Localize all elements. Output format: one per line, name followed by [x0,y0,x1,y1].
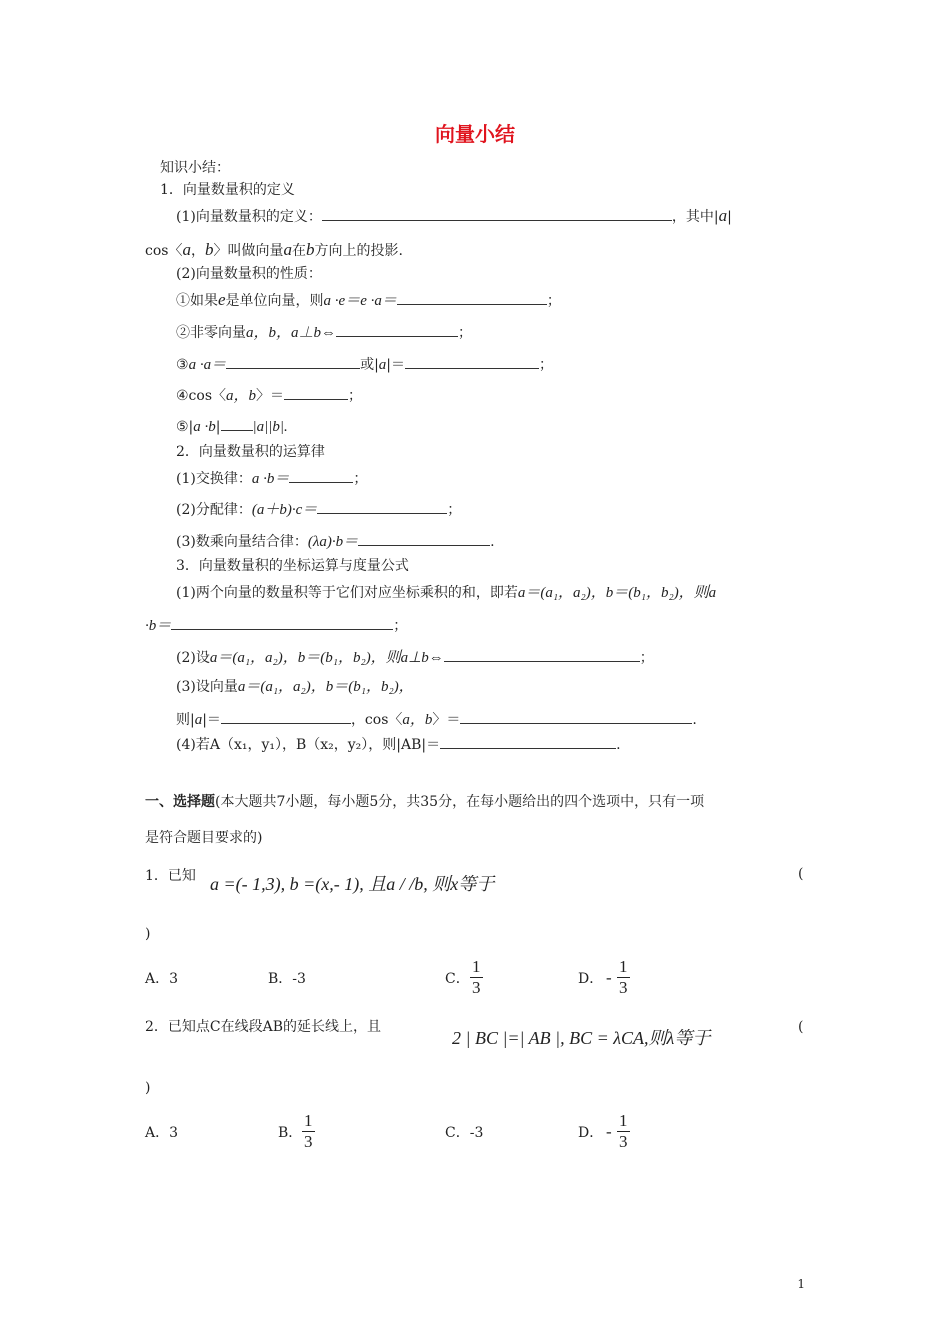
section-1-header [145,792,704,812]
page-number: 1 [797,1277,805,1291]
property-2 [176,322,472,343]
q2-option-b[interactable]: B． [278,1125,303,1141]
coord-expression: a＝(a₁，a₂)，b＝(b₁，b₂)， [237,679,414,695]
numerator: 1 [472,957,481,976]
prop-text: 是单位向量，则 [225,293,324,309]
prop-text: ⑤| [176,419,194,435]
punct: ； [353,471,368,487]
q2-option-d-fraction [617,1112,630,1151]
vector-a: a [182,240,191,259]
vector-a: a [378,357,387,373]
rule-text: (3)数乘向量结合律： [176,534,308,550]
coord-expression: ·b＝ [145,618,172,634]
q2-option-a[interactable]: A．3 [145,1125,179,1141]
projection-text: 在 [291,243,306,259]
answer-blank [336,322,458,337]
coord-text: (3)设向量 [176,679,238,695]
section-1-desc2: 是符合题目要求的) [145,830,263,846]
section-label: 一、选择题 [145,794,215,810]
vector-b: b [204,240,214,259]
answer-blank [440,734,616,749]
comma: ， [190,243,205,259]
prop-expression: a ·a＝ [188,357,227,373]
denominator: 3 [619,978,628,997]
s1-prop-title: (2)向量数量积的性质： [176,266,322,282]
answer-blank [397,290,547,305]
answer-blank [358,531,490,546]
vector-b: b [305,240,315,259]
denominator: 3 [472,978,481,997]
property-5 [176,416,288,437]
coord-expression: a，b [402,712,433,728]
prop-expression: a，b [226,388,257,404]
punct: ； [546,293,561,309]
vector-e: e [218,290,226,309]
rule-2 [176,499,461,520]
prop-expression: a，b，a⊥b⇔ [246,325,337,341]
property-1 [176,290,561,311]
q2-formula: 2 | BC |=| AB |, BC = λCA,则λ等于 [452,1028,711,1048]
q1-paren-close: ) [145,926,151,942]
minus-sign: - [606,1122,612,1141]
projection-text: 〉叫做向量 [213,243,284,259]
coord-text: |＝ [202,712,221,728]
punct: ； [447,502,462,518]
coord-text: (4)若A（x₁，y₁），B（x₂，y₂），则|AB|＝ [176,737,441,753]
coord-3-line1 [176,677,414,697]
answer-blank [444,647,640,662]
numerator: 1 [619,957,628,976]
coord-text: ，cos〈 [350,712,403,728]
prop-expression: a ·e＝e ·a＝ [323,293,397,309]
q1-option-c[interactable]: C． [445,971,470,987]
rule-text: (2)分配律： [176,502,252,518]
rule-1 [176,468,367,489]
coord-1-line1 [176,583,716,603]
vector-a: a [718,206,728,225]
coord-expression: a＝(a₁，a₂)，b＝(b₁，b₂)，则a [517,585,717,601]
prop-text: |＝ [386,357,406,373]
punct: ； [639,650,654,666]
coord-3-line2 [176,709,697,730]
rule-text: (1)交换律： [176,471,252,487]
q1-option-c-fraction [470,958,483,997]
prop-text: ③ [176,357,189,373]
s2-title: 2．向量数量积的运算律 [176,444,325,460]
answer-blank [226,354,360,369]
q1-option-a[interactable]: A．3 [145,971,179,987]
prop-text: | [215,419,221,435]
answer-blank [221,416,253,431]
coord-2 [176,647,654,668]
prop-expression: |a||b|. [252,419,288,435]
coord-expression: a＝(a₁，a₂)，b＝(b₁，b₂)，则a⊥b⇔ [209,650,444,666]
rule-expression: (a＋b)·c＝ [251,502,318,518]
prop-text: ①如果 [176,293,218,309]
summary-heading: 知识小结： [160,160,230,176]
answer-blank [322,206,672,221]
q2-option-c[interactable]: C．-3 [445,1125,484,1141]
s1-title: 1．向量数量积的定义 [160,182,295,198]
numerator: 1 [619,1111,628,1130]
s3-title: 3．向量数量积的坐标运算与度量公式 [176,558,409,574]
answer-blank [460,709,692,724]
answer-blank [221,709,351,724]
punct: ； [393,618,408,634]
denominator: 3 [619,1132,628,1151]
q1-option-d-fraction [617,958,630,997]
q2-paren-open: ( [798,1019,804,1035]
answer-blank [317,499,447,514]
projection-text: 方向上的投影. [314,243,403,259]
vector-a: a [283,240,292,259]
s1-def-suffix: ，其中| [671,209,719,225]
rule-expression: a ·b＝ [251,471,290,487]
punct: . [692,712,697,728]
section-desc: (本大题共7小题，每小题5分，共35分，在每小题给出的四个选项中，只有一项 [215,794,705,810]
coord-text: (1)两个向量的数量积等于它们对应坐标乘积的和，即若 [176,585,518,601]
s1-projection-line [145,240,403,261]
rule-3 [176,531,495,552]
q1-option-b[interactable]: B．-3 [268,971,306,987]
prop-text: ②非零向量 [176,325,246,341]
rule-expression: (λa)·b＝ [307,534,359,550]
q2-paren-close: ) [145,1080,151,1096]
punct: ； [539,357,554,373]
coord-text: 〉＝ [432,712,461,728]
prop-text: ④cos〈 [176,388,227,404]
page-title: 向量小结 [435,122,515,146]
punct: ； [348,388,363,404]
coord-text: (2)设 [176,650,210,666]
q2-option-d[interactable]: D． [578,1125,604,1141]
q1-paren-open: ( [798,866,804,882]
q1-option-d[interactable]: D． [578,971,604,987]
answer-blank [289,468,353,483]
coord-text: 则| [176,712,195,728]
prop-text: 〉＝ [256,388,285,404]
q2-option-b-fraction [302,1112,315,1151]
q2-number: 2．已知点C在线段AB的延长线上，且 [145,1019,382,1035]
punct: . [490,534,495,550]
vector-a: a [194,712,203,728]
answer-blank [171,615,393,630]
minus-sign: - [606,968,612,987]
s1-def-prefix: (1)向量数量积的定义： [176,209,322,225]
property-4 [176,385,362,406]
s1-def-line [176,206,732,227]
abs-bar: | [727,209,732,225]
prop-expression: a ·b [193,419,216,435]
answer-blank [284,385,348,400]
denominator: 3 [304,1132,313,1151]
numerator: 1 [304,1111,313,1130]
coord-1-line2 [145,615,407,636]
property-3 [176,354,553,375]
coord-4 [176,734,621,755]
q1-formula: a =(- 1,3), b =(x,- 1), 且a / /b, 则x等于 [210,874,495,894]
cos-text: cos〈 [145,243,183,259]
punct: . [616,737,621,753]
prop-text: 或| [360,357,379,373]
punct: ； [458,325,473,341]
answer-blank [405,354,539,369]
q1-number: 1．已知 [145,868,196,884]
